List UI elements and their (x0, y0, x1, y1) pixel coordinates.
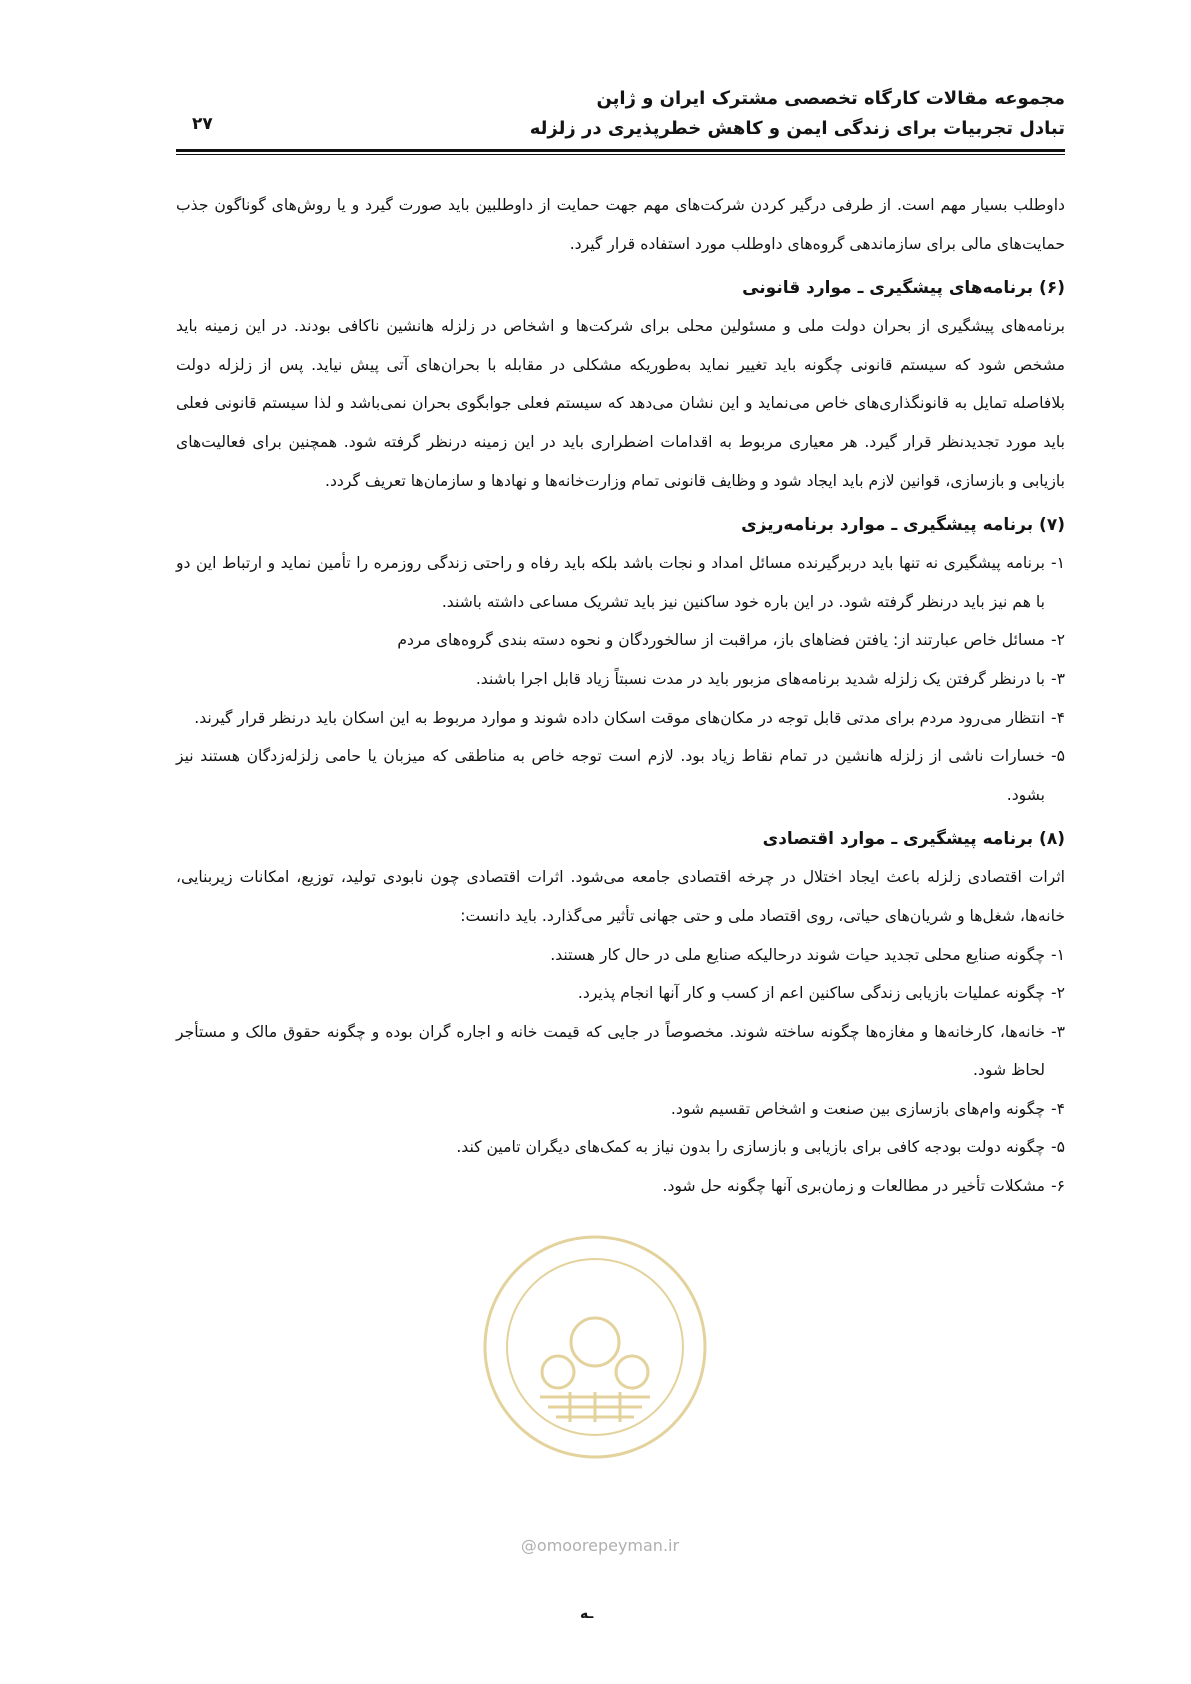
list-item (176, 737, 1065, 814)
list-item (176, 936, 1065, 975)
list-item-number: ۲- (1050, 631, 1065, 650)
list-item-text: خسارات ناشی از زلزله هانشین در تمام نقاط زیاد بود. لازم است توجه خاص به مناطقی که میزبان یا حامی زلزله‌زدگان هستند نیز بشود. (176, 747, 1045, 804)
list-item-text: چگونه عملیات بازیابی زندگی ساکنین اعم از کسب و کار آنها انجام پذیرد. (577, 984, 1045, 1003)
section-7-heading: (۷) برنامه پیشگیری ـ موارد برنامه‌ریزی (741, 515, 1065, 536)
intro-paragraph: داوطلب بسیار مهم است. از طرفی درگیر کردن شرکت‌های مهم جهت حمایت از داوطلبین باید صورت گیرد و یا روش‌های گوناگون جذب حمایت‌های مالی برای سازماندهی گروه‌های داوطلب مورد استفاده قرار گیرد. (176, 196, 1065, 253)
section-8-paragraph: اثرات اقتصادی زلزله باعث ایجاد اختلال در چرخه اقتصادی جامعه می‌شود. اثرات اقتصادی چون نابودی تولید، توزیع، امکانات زیربنایی، خانه‌ها، شغل‌ها و شریان‌های حیاتی، روی اقتصاد ملی و حتی جهانی تأثیر می‌گذارد. باید دانست: (176, 868, 1065, 925)
list-item (176, 1167, 1065, 1206)
article-body (176, 186, 1065, 1206)
list-item-number: ۱- (1050, 945, 1065, 964)
list-item-number: ۳- (1050, 1022, 1065, 1041)
footer-mark: ـه (580, 1606, 594, 1622)
header-rule (176, 149, 1065, 157)
watermark-url: @omoorepeyman.ir (520, 1536, 680, 1555)
section-6-heading: (۶) برنامه‌های پیشگیری ـ موارد قانونی (742, 278, 1065, 299)
list-item (176, 621, 1065, 660)
list-item (176, 1090, 1065, 1129)
header-title-line1: مجموعه مقالات کارگاه تخصصی مشترک ایران و ژاپن (596, 88, 1065, 109)
list-item-text: برنامه پیشگیری نه تنها باید دربرگیرنده مسائل امداد و نجات باشد بلکه باید رفاه و راحتی زندگی روزمره را تأمین نماید و ارتباط این دو با هم نیز باید درنظر گرفته شود. در این باره خود ساکنین نیز باید تشریک مساعی داشته باشند. (176, 554, 1045, 611)
section-8-list (176, 936, 1065, 1206)
list-item-number: ۴- (1050, 1099, 1065, 1118)
list-item-text: انتظار می‌رود مردم برای مدتی قابل توجه در مکان‌های موقت اسکان داده شوند و موارد مربوط به این اسکان باید درنظر قرار گیرند. (194, 708, 1045, 727)
list-item-text: چگونه دولت بودجه کافی برای بازیابی و بازسازی را بدون نیاز به کمک‌های دیگران تامین کند. (456, 1138, 1045, 1157)
section-8-heading: (۸) برنامه پیشگیری ـ موارد اقتصادی (762, 829, 1065, 850)
page-number: ۲۷ (192, 114, 213, 134)
list-item-text: مشکلات تأخیر در مطالعات و زمان‌بری آنها چگونه حل شود. (662, 1177, 1045, 1196)
list-item-text: با درنظر گرفتن یک زلزله شدید برنامه‌های مزبور باید در مدت نسبتاً زیاد قابل اجرا باشند. (475, 669, 1045, 688)
list-item-text: مسائل خاص عبارتند از: یافتن فضاهای باز، مراقبت از سالخوردگان و نحوه دسته بندی گروه‌های مردم (397, 631, 1045, 650)
section-6-paragraph: برنامه‌های پیشگیری از بحران دولت ملی و مسئولین محلی برای شرکت‌ها و اشخاص در زلزله هانشین ناکافی بودند. در این زمینه باید مشخص شود که سیستم قانونی چگونه باید تغییر نماید به‌طوریکه مشکلی در مقابله با بحران‌های آتی پیش نیاید. پس از زلزله دولت بلافاصله تمایل به قانونگذاری‌های خاص می‌نماید و این نشان می‌دهد که سیستم فعلی جوابگوی بحران نمی‌باشد و لذا سیستم قانونی فعلی باید مورد تجدیدنظر قرار گیرد. هر معیاری مربوط به اقدامات اضطراری باید در این زمینه درنظر گرفته شود. همچنین برای فعالیت‌های بازیابی و بازسازی، قوانین لازم باید ایجاد شود و وظایف قانونی تمام وزارت‌خانه‌ها و نهادها و سازمان‌ها تعریف گردد. (176, 317, 1065, 490)
watermark-seal-icon (470, 1222, 720, 1472)
list-item (176, 544, 1065, 621)
list-item-text: چگونه صنایع محلی تجدید حیات شوند درحالیکه صنایع ملی در حال کار هستند. (550, 945, 1045, 964)
list-item (176, 660, 1065, 699)
section-7-list (176, 544, 1065, 814)
list-item-number: ۲- (1050, 984, 1065, 1003)
list-item-number: ۱- (1050, 554, 1065, 573)
header-title-line2: تبادل تجربیات برای زندگی ایمن و کاهش خطرپذیری در زلزله (529, 118, 1065, 139)
list-item-number: ۴- (1050, 708, 1065, 727)
list-item-number: ۳- (1050, 669, 1065, 688)
page-header (176, 84, 1065, 144)
header-rule-thin (176, 154, 1065, 155)
list-item-number: ۶- (1050, 1177, 1065, 1196)
list-item-number: ۵- (1050, 1138, 1065, 1157)
list-item-text: خانه‌ها، کارخانه‌ها و مغازه‌ها چگونه ساخته شوند. مخصوصاً در جایی که قیمت خانه و اجاره گران بوده و چگونه حقوق مالک و مستأجر لحاظ شود. (176, 1022, 1045, 1080)
list-item (176, 1128, 1065, 1167)
list-item (176, 1013, 1065, 1090)
list-item (176, 699, 1065, 738)
list-item (176, 974, 1065, 1013)
header-rule-thick (176, 149, 1065, 152)
list-item-number: ۵- (1050, 747, 1065, 766)
list-item-text: چگونه وام‌های بازسازی بین صنعت و اشخاص تقسیم شود. (670, 1099, 1045, 1118)
